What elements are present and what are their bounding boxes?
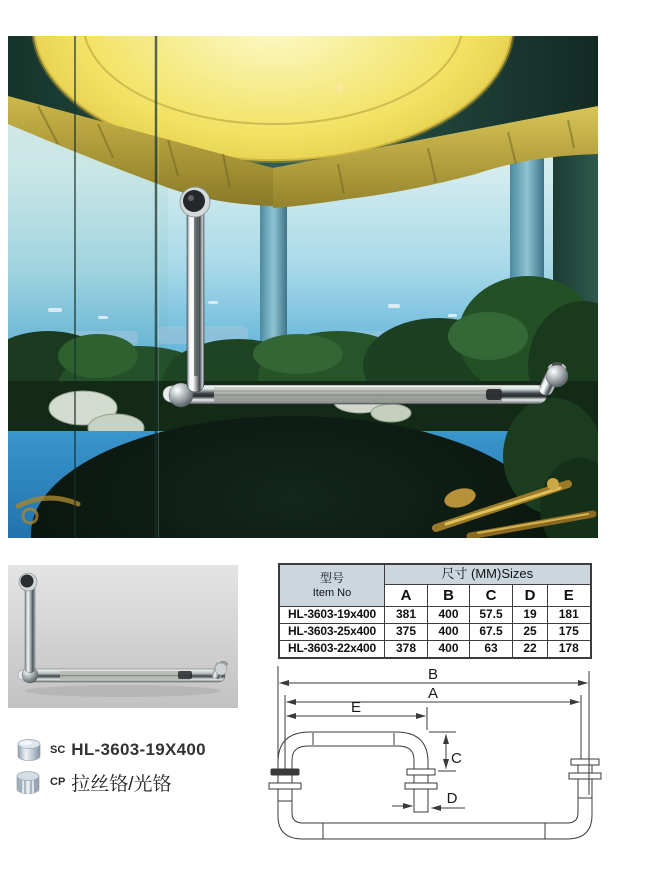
dim-e-cell: 181 [548,607,591,624]
towel-bar-outline [278,801,303,839]
finish-code-cp: CP [50,776,66,788]
item-no-cell: HL-3603-22x400 [279,641,385,659]
table-row [279,624,591,641]
dim-c-cell: 63 [470,641,513,659]
cp-cylinder-icon [12,768,44,796]
model-line [14,737,206,763]
dim-a-cell: 375 [385,624,428,641]
dim-label-a: A [427,685,439,702]
sc-cylinder-icon [14,737,44,763]
left-flange [271,769,299,775]
item-no-cell: HL-3603-25x400 [279,624,385,641]
product-thumbnail [8,565,238,708]
dim-d-cell: 22 [513,641,548,659]
main-product-photo [8,36,598,538]
dim-label-e: E [350,699,362,716]
item-no-header-en: Item No [312,586,352,599]
dim-e-cell: 175 [548,624,591,641]
dim-d-cell: 19 [513,607,548,624]
dim-d-cell: 25 [513,624,548,641]
dim-b-cell: 400 [428,607,470,624]
sizes-header: 尺寸 (MM)Sizes [385,564,591,585]
finish-code-sc: SC [50,744,66,756]
mount-knob [183,190,205,212]
finish-line [12,768,172,796]
spec-table [278,563,592,659]
finish-name-text: 拉丝铬/光铬 [71,773,172,795]
col-header-b: B [428,585,470,607]
model-number-text: HL-3603-19X400 [71,740,206,759]
col-header-d: D [513,585,548,607]
dim-c-cell: 57.5 [470,607,513,624]
dim-label-c: C [451,750,462,767]
item-no-header-cn: 型号 [319,570,344,585]
table-row [279,607,591,624]
dim-b-cell: 400 [428,624,470,641]
pull-handle-outline [278,732,428,769]
dim-e-cell: 178 [548,641,591,659]
item-no-cell: HL-3603-19x400 [279,607,385,624]
col-header-c: C [470,585,513,607]
col-header-e: E [548,585,591,607]
dim-label-d: D [446,790,458,807]
dim-c-cell: 67.5 [470,624,513,641]
dim-a-cell: 378 [385,641,428,659]
technical-drawing [268,660,658,860]
dim-b-cell: 400 [428,641,470,659]
col-header-a: A [385,585,428,607]
dim-label-b: B [427,666,439,683]
table-row [279,641,591,659]
item-no-header [279,564,385,607]
dim-a-cell: 381 [385,607,428,624]
